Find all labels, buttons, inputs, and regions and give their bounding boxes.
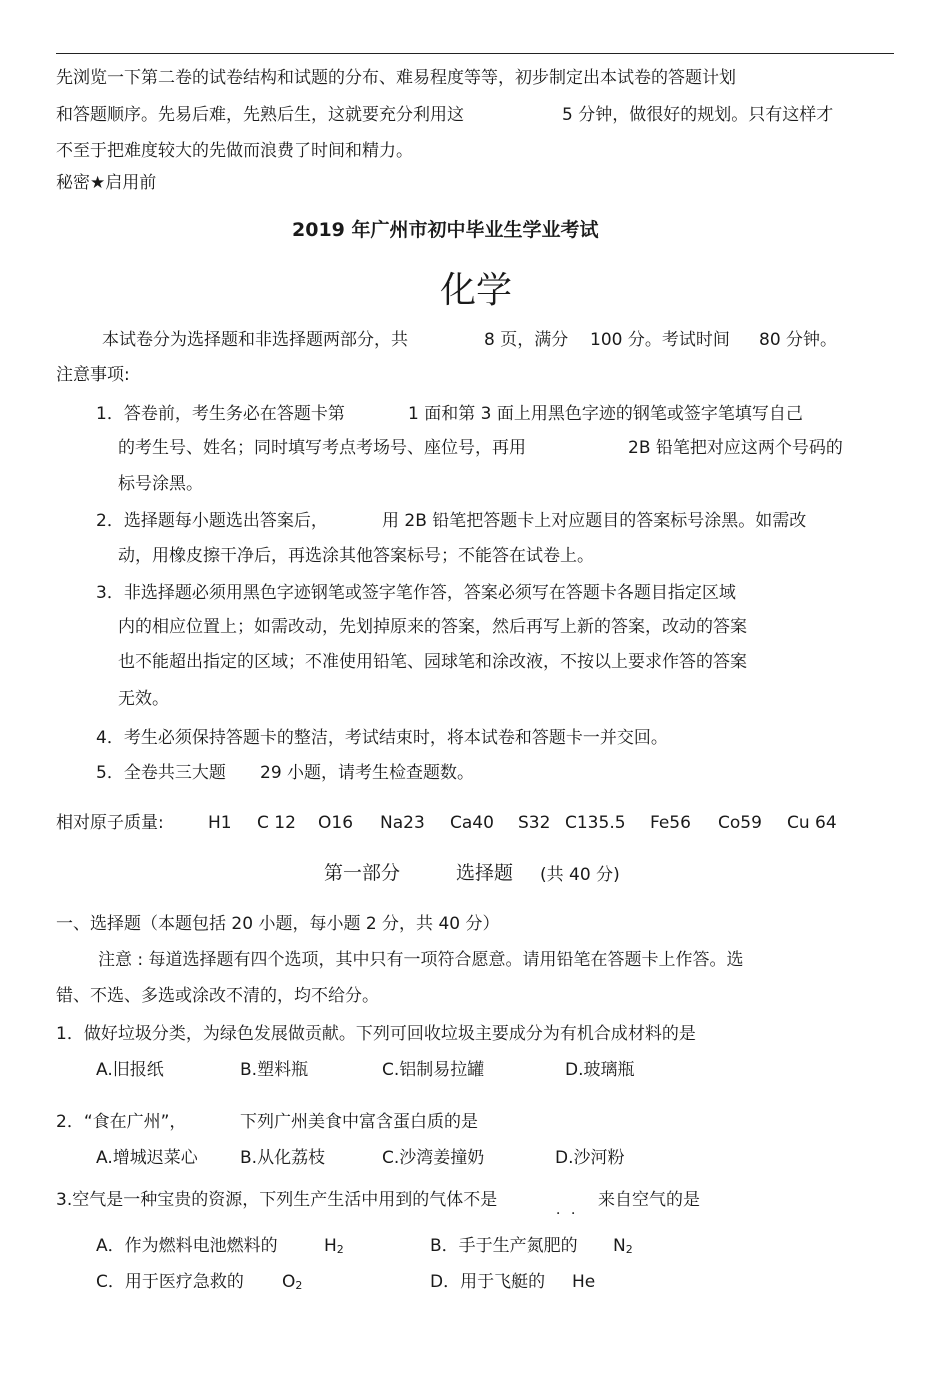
q3-option-a-chem: $H_2$ — [324, 1236, 344, 1256]
note-2-line-2: 动，用橡皮擦干净后，再选涂其他答案标号；不能答在试卷上。 — [118, 546, 594, 566]
atomic-mass-item: Na23 — [380, 813, 425, 833]
note-1-line-3: 标号涂黑。 — [118, 474, 203, 494]
atomic-mass-item: Cu 64 — [787, 813, 837, 833]
top-rule — [56, 53, 894, 54]
note-3-line-4: 无效。 — [118, 689, 169, 709]
intro-line-1: 先浏览一下第二卷的试卷结构和试题的分布、难易程度等等，初步制定出本试卷的答题计划 — [56, 68, 736, 88]
atomic-mass-item: S32 — [518, 813, 551, 833]
atomic-mass-item: Ca40 — [450, 813, 494, 833]
q2-stem-b: 下列广州美食中富含蛋白质的是 — [240, 1112, 478, 1132]
q1-option-a: A.旧报纸 — [96, 1060, 164, 1080]
note-2-line-1a: 2．选择题每小题选出答案后， — [96, 511, 328, 531]
q2-option-c: C.沙湾姜撞奶 — [382, 1148, 485, 1168]
atomic-mass-label: 相对原子质量: — [56, 813, 164, 833]
q3-option-b: B．手于生产氮肥的 — [430, 1236, 578, 1256]
atomic-mass-item: O16 — [318, 813, 354, 833]
q3-option-d-chem: He — [572, 1272, 596, 1292]
q3-option-c-chem: $O_2$ — [282, 1272, 303, 1292]
summary-d: 80 分钟。 — [759, 330, 838, 350]
part-name: 第一部分 — [324, 862, 401, 884]
q3-stem-b: 来自空气的是 — [598, 1190, 700, 1210]
atomic-mass-item: Co59 — [718, 813, 762, 833]
q1-option-b: B.塑料瓶 — [240, 1060, 309, 1080]
q3-emphasis-dots: ．． — [556, 1202, 593, 1218]
intro-line-2b: 5 分钟，做很好的规划。只有这样才 — [562, 105, 834, 125]
q1-option-d: D.玻璃瓶 — [565, 1060, 635, 1080]
note-3-line-1: 3．非选择题必须用黑色字迹钢笔或签字笔作答，答案必须写在答题卡各题目指定区域 — [96, 583, 736, 603]
part-type: 选择题 — [456, 862, 514, 884]
note-4: 4．考生必须保持答题卡的整洁，考试结束时，将本试卷和答题卡一并交回。 — [96, 728, 668, 748]
atomic-mass-item: H1 — [208, 813, 232, 833]
q1-stem: 1．做好垃圾分类，为绿色发展做贡献。下列可回收垃圾主要成分为有机合成材料的是 — [56, 1024, 696, 1044]
exam-title: 2019 年广州市初中毕业生学业考试 — [292, 219, 599, 241]
q3-stem-a: 3.空气是一种宝贵的资源，下列生产生活中用到的气体不是 — [56, 1190, 498, 1210]
intro-line-3: 不至于把难度较大的先做而浪费了时间和精力。 — [56, 141, 413, 161]
note-1-line-1a: 1．答卷前，考生务必在答题卡第 — [96, 404, 345, 424]
q3-option-c: C．用于医疗急救的 — [96, 1272, 244, 1292]
note-1-line-1b: 1 面和第 3 面上用黑色字迹的钢笔或签字笔填写自己 — [408, 404, 803, 424]
section-note-line-2: 错、不选、多选或涂改不清的，均不给分。 — [56, 986, 379, 1006]
atomic-mass-item: C135.5 — [565, 813, 626, 833]
note-2-line-1b: 用 2B 铅笔把答题卡上对应题目的答案标号涂黑。如需改 — [382, 511, 807, 531]
q3-option-d: D．用于飞艇的 — [430, 1272, 546, 1292]
part-score: (共 40 分) — [540, 865, 620, 885]
q1-option-c: C.铝制易拉罐 — [382, 1060, 485, 1080]
note-5a: 5．全卷共三大题 — [96, 763, 226, 783]
q2-option-d: D.沙河粉 — [555, 1148, 625, 1168]
intro-line-2a: 和答题顺序。先易后难，先熟后生，这就要充分利用这 — [56, 105, 464, 125]
section-heading: 一、选择题（本题包括 20 小题，每小题 2 分，共 40 分） — [56, 914, 500, 934]
note-3-line-3: 也不能超出指定的区域；不准使用铅笔、园球笔和涂改液，不按以上要求作答的答案 — [118, 652, 747, 672]
subject-title: 化学 — [440, 270, 513, 311]
note-1-line-2a: 的考生号、姓名；同时填写考点考场号、座位号，再用 — [118, 438, 526, 458]
atomic-mass-item: Fe56 — [650, 813, 691, 833]
q2-stem-a: 2．“食在广州”， — [56, 1112, 187, 1132]
note-5b: 29 小题，请考生检查题数。 — [260, 763, 475, 783]
section-note-line-1: 注意 : 每道选择题有四个选项，其中只有一项符合愿意。请用铅笔在答题卡上作答。选 — [98, 950, 744, 970]
q3-option-a: A．作为燃料电池燃料的 — [96, 1236, 278, 1256]
note-1-line-2b: 2B 铅笔把对应这两个号码的 — [628, 438, 843, 458]
atomic-mass-item: C 12 — [257, 813, 296, 833]
summary-c: 100 分。考试时间 — [590, 330, 730, 350]
q3-option-b-chem: $N_2$ — [613, 1236, 633, 1256]
notes-heading: 注意事项: — [56, 365, 130, 385]
summary-a: 本试卷分为选择题和非选择题两部分，共 — [102, 330, 408, 350]
q2-option-b: B.从化荔枝 — [240, 1148, 326, 1168]
note-3-line-2: 内的相应位置上；如需改动，先划掉原来的答案，然后再写上新的答案，改动的答案 — [118, 617, 747, 637]
secret-label: 秘密★启用前 — [56, 173, 157, 193]
q2-option-a: A.增城迟菜心 — [96, 1148, 198, 1168]
summary-b: 8 页，满分 — [484, 330, 569, 350]
